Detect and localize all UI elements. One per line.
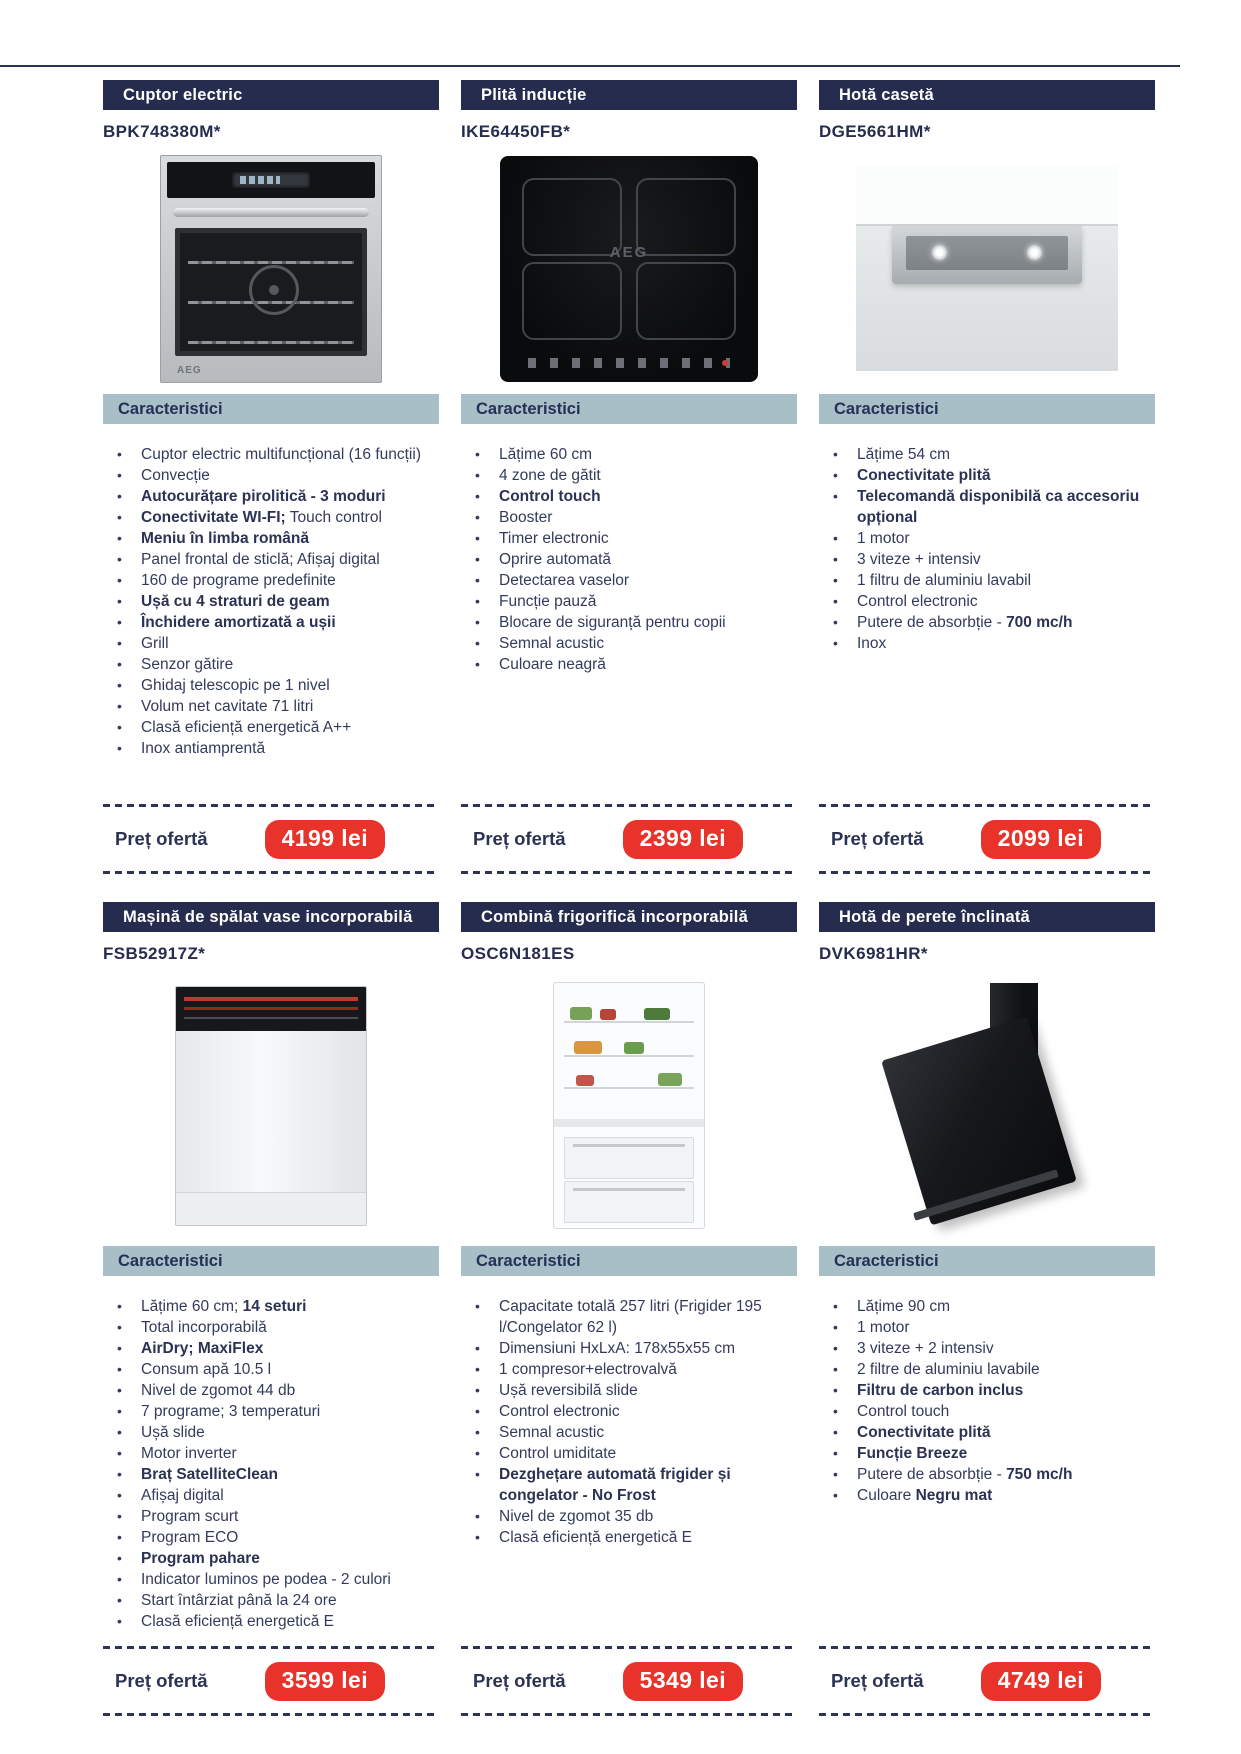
feature-item: • Filtru de carbon inclus xyxy=(831,1380,1155,1401)
feature-item: • Putere de absorbție - 700 mc/h xyxy=(831,612,1155,633)
feature-item: • Conectivitate plită xyxy=(831,465,1155,486)
feature-item: • Dezghețare automată frigider și congelator - No Frost xyxy=(473,1464,797,1506)
hood-lamp xyxy=(1027,245,1042,260)
model-number: IKE64450FB* xyxy=(461,122,571,141)
category-badge: Plită inducție xyxy=(461,80,797,110)
feature-item: • 1 motor xyxy=(831,1317,1155,1338)
food-item xyxy=(658,1073,682,1086)
feature-item: • Timer electronic xyxy=(473,528,797,549)
feature-item: • 7 programe; 3 temperaturi xyxy=(115,1401,439,1422)
price-label: Preț ofertă xyxy=(831,1670,924,1691)
food-item xyxy=(644,1008,670,1020)
feature-list xyxy=(473,444,797,675)
section-header-characteristics: Caracteristici xyxy=(103,1246,439,1276)
price-label: Preț ofertă xyxy=(473,828,566,849)
feature-list xyxy=(115,1296,439,1632)
food-item xyxy=(576,1075,594,1086)
hob-power-indicator xyxy=(722,360,728,366)
feature-item: • Start întârziat până la 24 ore xyxy=(115,1590,439,1611)
category-badge: Combină frigorifică incorporabilă xyxy=(461,902,797,932)
category-badge: Cuptor electric xyxy=(103,80,439,110)
feature-item: • Volum net cavitate 71 litri xyxy=(115,696,439,717)
price-row xyxy=(461,804,797,874)
oven-door-glass xyxy=(175,228,367,356)
food-item xyxy=(574,1041,602,1054)
dishwasher-photo xyxy=(175,986,367,1226)
feature-item: • Conectivitate WI-FI; Touch control xyxy=(115,507,439,528)
features-section xyxy=(819,1276,1155,1646)
price-row xyxy=(103,804,439,874)
feature-item: • Conectivitate plită xyxy=(831,1422,1155,1443)
hood-body xyxy=(892,226,1082,284)
price-badge: 3599 lei xyxy=(265,1662,385,1701)
section-header-characteristics: Caracteristici xyxy=(819,1246,1155,1276)
fridge-photo xyxy=(553,982,705,1229)
feature-item: • Control electronic xyxy=(473,1401,797,1422)
product-card-oven xyxy=(103,80,439,875)
product-card-hob xyxy=(461,80,797,875)
feature-item: • Control umiditate xyxy=(473,1443,797,1464)
price-badge: 4749 lei xyxy=(981,1662,1101,1701)
feature-item: • Indicator luminos pe podea - 2 culori xyxy=(115,1569,439,1590)
feature-item: • Oprire automată xyxy=(473,549,797,570)
oven-photo xyxy=(160,155,382,383)
feature-item: • 2 filtre de aluminiu lavabile xyxy=(831,1359,1155,1380)
feature-item: • Dimensiuni HxLxA: 178x55x55 cm xyxy=(473,1338,797,1359)
feature-item: • Telecomandă disponibilă ca accesoriu opțional xyxy=(831,486,1155,528)
price-row xyxy=(819,1646,1155,1716)
top-divider xyxy=(0,65,1180,67)
feature-item: • Detectarea vaselor xyxy=(473,570,797,591)
oven-rack xyxy=(188,261,354,264)
feature-item: • Ușă cu 4 straturi de geam xyxy=(115,591,439,612)
model-number: DVK6981HR* xyxy=(819,944,928,963)
feature-item: • Motor inverter xyxy=(115,1443,439,1464)
hob-zone xyxy=(636,262,736,340)
section-header-characteristics: Caracteristici xyxy=(461,394,797,424)
feature-item: • Panel frontal de sticlă; Afișaj digital xyxy=(115,549,439,570)
induction-hob-photo xyxy=(500,156,758,382)
feature-item: • Program scurt xyxy=(115,1506,439,1527)
feature-item: • Clasă eficiență energetică E xyxy=(115,1611,439,1632)
price-badge: 2399 lei xyxy=(623,820,743,859)
food-item xyxy=(624,1042,644,1054)
product-image-area xyxy=(103,965,439,1246)
features-section xyxy=(103,424,439,804)
feature-item: • Nivel de zgomot 35 db xyxy=(473,1506,797,1527)
feature-item: • 1 motor xyxy=(831,528,1155,549)
dishwasher-top-panel xyxy=(176,987,366,1031)
product-image-area xyxy=(461,965,797,1246)
feature-item: • Putere de absorbție - 750 mc/h xyxy=(831,1464,1155,1485)
features-section xyxy=(103,1276,439,1646)
feature-item: • Inox antiamprentă xyxy=(115,738,439,759)
oven-rack xyxy=(188,341,354,344)
feature-item: • Clasă eficiență energetică E xyxy=(473,1527,797,1548)
feature-item: • Autocurățare pirolitică - 3 moduri xyxy=(115,486,439,507)
feature-item: • Semnal acustic xyxy=(473,1422,797,1443)
feature-item: • Program ECO xyxy=(115,1527,439,1548)
red-accent-line xyxy=(184,997,358,1001)
feature-item: • Afișaj digital xyxy=(115,1485,439,1506)
price-row xyxy=(819,804,1155,874)
fridge-shelf xyxy=(564,1021,694,1023)
feature-item: • AirDry; MaxiFlex xyxy=(115,1338,439,1359)
feature-item: • Funcție Breeze xyxy=(831,1443,1155,1464)
aeg-logo: AEG xyxy=(177,364,202,376)
features-section xyxy=(461,1276,797,1646)
aeg-logo: AEG xyxy=(609,243,649,261)
feature-list xyxy=(473,1296,797,1548)
feature-item: • Clasă eficiență energetică A++ xyxy=(115,717,439,738)
fridge-divider xyxy=(554,1119,704,1127)
product-card-angled-hood xyxy=(819,902,1155,1715)
feature-list xyxy=(115,444,439,759)
price-row xyxy=(461,1646,797,1716)
food-item xyxy=(570,1007,592,1020)
product-card-dishwasher xyxy=(103,902,439,1715)
model-number: FSB52917Z* xyxy=(103,944,206,963)
angled-hood-photo xyxy=(885,983,1090,1228)
hob-zone xyxy=(522,262,622,340)
feature-item: • Total incorporabilă xyxy=(115,1317,439,1338)
hood-lamp xyxy=(932,245,947,260)
section-header-characteristics: Caracteristici xyxy=(819,394,1155,424)
feature-item: • Control touch xyxy=(831,1401,1155,1422)
feature-item: • Senzor gătire xyxy=(115,654,439,675)
hood-grille xyxy=(906,236,1068,270)
feature-item: • Ușă reversibilă slide xyxy=(473,1380,797,1401)
hob-zone xyxy=(522,178,622,256)
feature-item: • Semnal acustic xyxy=(473,633,797,654)
feature-item: • Închidere amortizată a ușii xyxy=(115,612,439,633)
model-number: BPK748380M* xyxy=(103,122,221,141)
oven-display xyxy=(232,172,310,188)
freezer-drawer xyxy=(564,1137,694,1179)
feature-item: • Ghidaj telescopic pe 1 nivel xyxy=(115,675,439,696)
feature-item: • Control electronic xyxy=(831,591,1155,612)
feature-item: • 4 zone de gătit xyxy=(473,465,797,486)
feature-item: • Meniu în limba română xyxy=(115,528,439,549)
category-badge: Hotă casetă xyxy=(819,80,1155,110)
freezer-drawer xyxy=(564,1181,694,1223)
feature-item: • Program pahare xyxy=(115,1548,439,1569)
price-label: Preț ofertă xyxy=(115,1670,208,1691)
feature-item: • Blocare de siguranță pentru copii xyxy=(473,612,797,633)
section-header-characteristics: Caracteristici xyxy=(461,1246,797,1276)
price-badge: 4199 lei xyxy=(265,820,385,859)
feature-list xyxy=(831,1296,1155,1506)
product-card-canopy-hood xyxy=(819,80,1155,875)
feature-item: • Funcție pauză xyxy=(473,591,797,612)
dishwasher-base xyxy=(176,1192,366,1225)
feature-item: • Lățime 60 cm; 14 seturi xyxy=(115,1296,439,1317)
feature-list xyxy=(831,444,1155,654)
feature-item: • Lățime 90 cm xyxy=(831,1296,1155,1317)
fridge-shelf xyxy=(564,1055,694,1057)
feature-item: • Booster xyxy=(473,507,797,528)
feature-item: • Ușă slide xyxy=(115,1422,439,1443)
section-header-characteristics: Caracteristici xyxy=(103,394,439,424)
price-row xyxy=(103,1646,439,1716)
product-card-fridge xyxy=(461,902,797,1715)
cabinet xyxy=(856,166,1118,226)
feature-item: • Braț SatelliteClean xyxy=(115,1464,439,1485)
feature-item: • Consum apă 10.5 l xyxy=(115,1359,439,1380)
feature-item: • Lățime 54 cm xyxy=(831,444,1155,465)
food-item xyxy=(600,1009,616,1020)
feature-item: • 1 filtru de aluminiu lavabil xyxy=(831,570,1155,591)
feature-item: • 3 viteze + intensiv xyxy=(831,549,1155,570)
feature-item: • 160 de programe predefinite xyxy=(115,570,439,591)
features-section xyxy=(819,424,1155,804)
feature-item: • Nivel de zgomot 44 db xyxy=(115,1380,439,1401)
feature-item: • Capacitate totală 257 litri (Frigider 195 l/Congelator 62 l) xyxy=(473,1296,797,1338)
canopy-hood-photo xyxy=(856,166,1118,371)
dishwasher-door xyxy=(176,1031,366,1193)
feature-item: • Control touch xyxy=(473,486,797,507)
price-label: Preț ofertă xyxy=(115,828,208,849)
hob-touch-controls xyxy=(528,358,730,368)
product-image-area xyxy=(461,143,797,394)
feature-item: • 3 viteze + 2 intensiv xyxy=(831,1338,1155,1359)
grey-line xyxy=(184,1017,358,1019)
feature-item: • Convecție xyxy=(115,465,439,486)
model-number: OSC6N181ES xyxy=(461,944,575,963)
oven-fan xyxy=(249,265,299,315)
category-badge: Mașină de spălat vase incorporabilă xyxy=(103,902,439,932)
price-label: Preț ofertă xyxy=(473,1670,566,1691)
model-number: DGE5661HM* xyxy=(819,122,931,141)
fridge-shelf xyxy=(564,1087,694,1089)
product-image-area xyxy=(819,143,1155,394)
feature-item: • 1 compresor+electrovalvă xyxy=(473,1359,797,1380)
price-label: Preț ofertă xyxy=(831,828,924,849)
features-section xyxy=(461,424,797,804)
feature-item: • Culoare Negru mat xyxy=(831,1485,1155,1506)
oven-control-panel xyxy=(167,162,375,198)
product-grid xyxy=(103,80,1155,1715)
category-badge: Hotă de perete înclinată xyxy=(819,902,1155,932)
product-image-area xyxy=(103,143,439,394)
red-accent-line xyxy=(184,1007,358,1010)
hob-zone xyxy=(636,178,736,256)
feature-item: • Culoare neagră xyxy=(473,654,797,675)
price-badge: 5349 lei xyxy=(623,1662,743,1701)
feature-item: • Inox xyxy=(831,633,1155,654)
feature-item: • Grill xyxy=(115,633,439,654)
product-image-area xyxy=(819,965,1155,1246)
price-badge: 2099 lei xyxy=(981,820,1101,859)
oven-handle xyxy=(173,208,369,217)
feature-item: • Lățime 60 cm xyxy=(473,444,797,465)
feature-item: • Cuptor electric multifuncțional (16 funcții) xyxy=(115,444,439,465)
